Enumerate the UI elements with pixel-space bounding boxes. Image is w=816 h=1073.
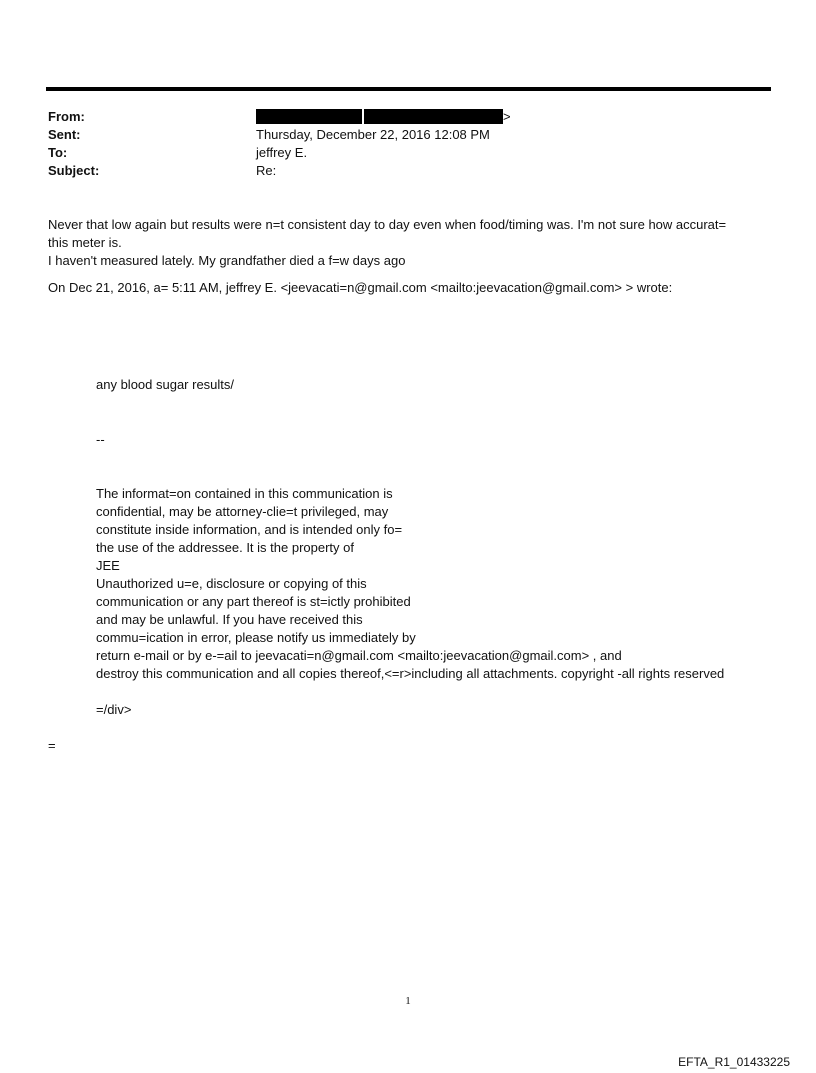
quote-intro (48, 279, 768, 297)
disclaimer-line: confidential, may be attorney-clie=t privileged, may (96, 504, 389, 519)
quoted-question-line: any blood sugar results/ (96, 377, 235, 392)
to-row (48, 144, 768, 162)
closing-tag (96, 701, 776, 719)
page-number: 1 (405, 995, 411, 1007)
subject-label: Subject: (48, 163, 100, 178)
disclaimer-line: JEE (96, 558, 120, 573)
disclaimer-line: and may be unlawful. If you have received this (96, 612, 363, 627)
sent-label: Sent: (48, 127, 81, 142)
trailing-equals: = (48, 738, 56, 753)
body-line: I haven't measured lately. My grandfather died a f=w days ago (48, 253, 406, 268)
header-rule (46, 87, 771, 91)
confidentiality-disclaimer (96, 485, 776, 683)
disclaimer-line: destroy this communication and all copies thereof,<=r>including all attachments. copyright -all rights reserved (96, 666, 725, 681)
sent-value: Thursday, December 22, 2016 12:08 PM (256, 127, 490, 142)
disclaimer-line: communication or any part thereof is st=ictly prohibited (96, 594, 411, 609)
reply-body (48, 216, 768, 270)
from-suffix: > (503, 109, 511, 124)
disclaimer-line: the use of the addressee. It is the property of (96, 540, 354, 555)
signature-separator (96, 431, 776, 449)
separator-line: -- (96, 432, 105, 447)
disclaimer-line: Unauthorized u=e, disclosure or copying of this (96, 576, 367, 591)
quoted-question (96, 376, 776, 394)
redaction-block (256, 109, 362, 124)
disclaimer-line: constitute inside information, and is intended only fo= (96, 522, 403, 537)
redaction-block (364, 109, 503, 124)
body-line: this meter is. (48, 235, 122, 250)
to-value: jeffrey E. (256, 145, 308, 160)
quote-intro-line: On Dec 21, 2016, a= 5:11 AM, jeffrey E. <jeevacati=n@gmail.com <mailto:jeevacation@gmail.com> > wrote: (48, 280, 673, 295)
from-label: From: (48, 109, 85, 124)
from-row (48, 108, 768, 126)
subject-row (48, 162, 768, 180)
disclaimer-line: commu=ication in error, please notify us immediately by (96, 630, 416, 645)
sent-row (48, 126, 768, 144)
body-line: Never that low again but results were n=t consistent day to day even when food/timing was. I'm not sure how accurat= (48, 217, 727, 232)
disclaimer-line: The informat=on contained in this communication is (96, 486, 393, 501)
disclaimer-line: return e-mail or by e-=ail to jeevacati=n@gmail.com <mailto:jeevacation@gmail.com> , and (96, 648, 622, 663)
document-id: EFTA_R1_01433225 (678, 1055, 790, 1069)
from-value (256, 108, 768, 126)
to-label: To: (48, 145, 68, 160)
subject-value: Re: (256, 163, 277, 178)
email-header (48, 108, 768, 180)
closing-tag-line: =/div> (96, 702, 132, 717)
